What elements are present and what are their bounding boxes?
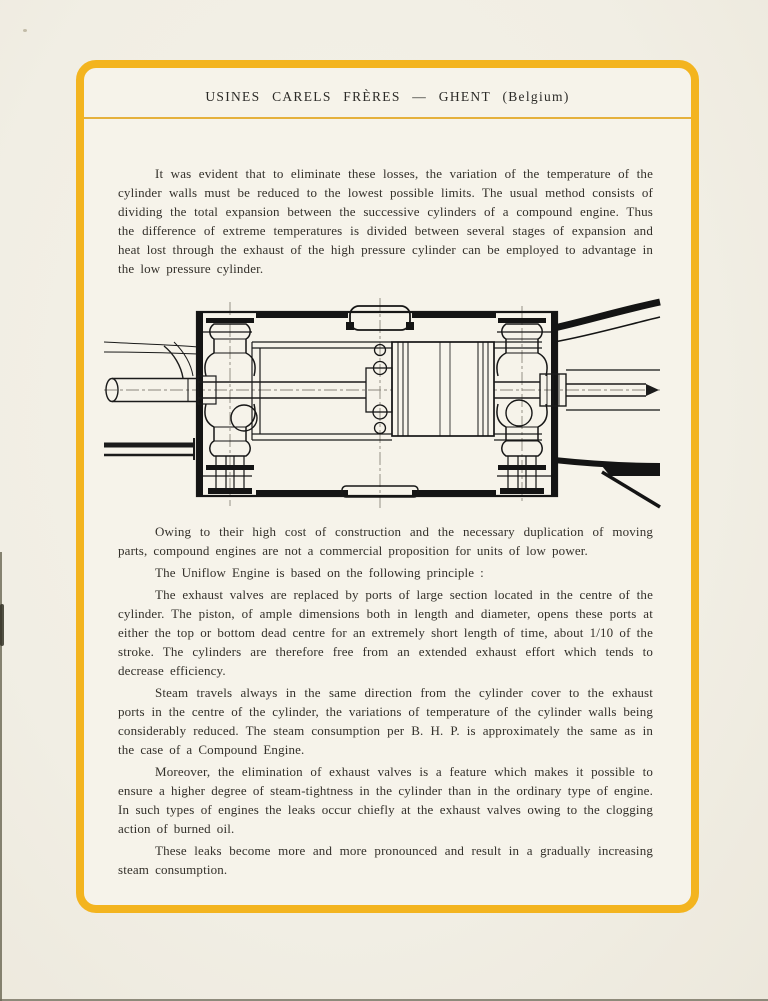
paragraph-losses: It was evident that to eliminate these losses, the variation of the temperature of the cylinder walls must be reduced to the lowest possible limits. The usual method consists of dividing the total expansion between the successive cylinders of a compound engine. Thus the difference of extreme temperatures is divided between several stages of expansion and heat lost through the exhaust of the high pressure cylinder can be employed to advantage in the low pressure cylinder. (118, 166, 653, 276)
piston (366, 342, 494, 436)
shaft-arrow-tip (646, 384, 659, 396)
paragraph-steam-tightness: Moreover, the elimination of exhaust valves is a feature which makes it possible to ensure a higher degree of steam-tightness in the cylinder than in the ordinary type of engine. In such types of engines the leaks occur chiefly at the exhaust valves owing to the clogging action of burned oil. (118, 764, 653, 836)
body-text-column (118, 164, 653, 882)
paragraph-compound-cost: Owing to their high cost of construction and the necessary duplication of moving parts, compound engines are not a commercial proposition for units of low power. (118, 524, 653, 558)
publisher-masthead: USINES CARELS FRÈRES — GHENT (Belgium) (205, 89, 570, 104)
header-rule (84, 117, 691, 119)
paragraph-uniflow-principle: The Uniflow Engine is based on the following principle : (155, 565, 484, 580)
scan-speck (23, 29, 27, 32)
paragraph-steam-travel: Steam travels always in the same direction from the cylinder cover to the exhaust ports in the centre of the cylinder, the variations of temperature of the cylinder walls being considerably reduced. The steam consumption per B. H. P. is approximately the same as in the case of a Compound Engine. (118, 685, 653, 757)
engine-cross-section-figure (102, 298, 662, 510)
page-border-frame (76, 60, 699, 913)
section-cut-fills (197, 312, 557, 496)
casing-foot-bracket (602, 466, 660, 476)
paragraph-leaks: These leaks become more and more pronounced and result in a gradually increasing steam consumption. (118, 843, 653, 877)
scan-edge-mark (0, 604, 4, 646)
paragraph-exhaust-ports: The exhaust valves are replaced by ports of large section located in the centre of the cylinder. The piston, of ample dimensions both in length and diameter, opens these ports at either the top or bottom dead centre for an extremely short length of time, about 1/10 of the stroke. The cylinders are therefore free from an extended exhaust effort which tends to decrease efficiency. (118, 587, 653, 678)
right-bell-casing (554, 302, 660, 507)
uniflow-engine-diagram (102, 298, 662, 510)
